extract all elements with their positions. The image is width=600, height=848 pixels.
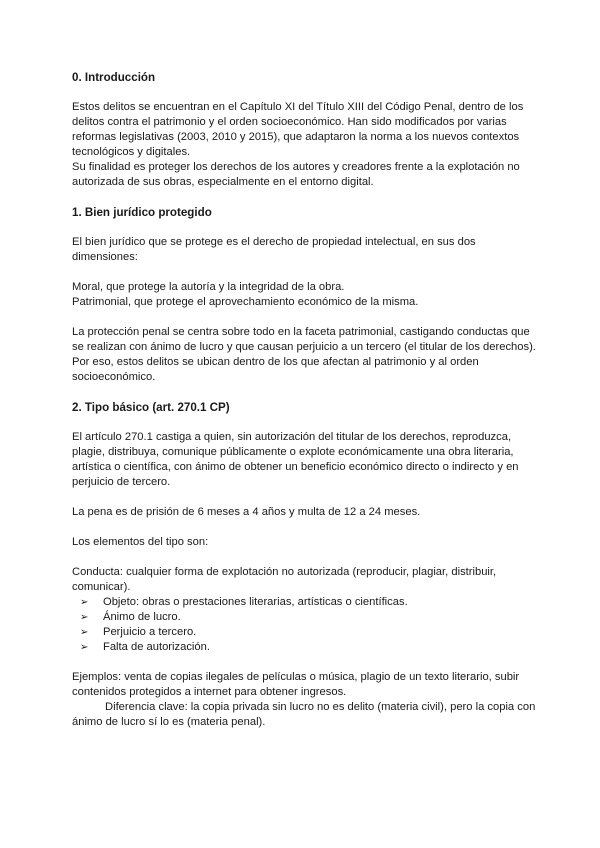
list-item [80,625,540,640]
list-item [80,640,540,655]
section2-conducta: Conducta: cualquier forma de explotación no autorizada (reproducir, plagiar, distribuir, comunicar). [72,566,497,593]
list-item-text: Perjuicio a tercero. [103,626,197,638]
section2-diferencia: Diferencia clave: la copia privada sin lucro no es delito (materia civil), pero la copia con ánimo de lucro sí lo es (materia penal). [72,701,536,728]
intro-heading: 0. Introducción [72,71,156,84]
section2-heading: 2. Tipo básico (art. 270.1 CP) [72,401,230,414]
section1-moral: Moral, que protege la autoría y la integridad de la obra. [72,281,345,293]
list-item [80,595,540,610]
section1-paragraph-1: El bien jurídico que se protege es el derecho de propiedad intelectual, en sus dos dimensiones: [72,236,476,263]
section2-ejemplos: Ejemplos: venta de copias ilegales de películas o música, plagio de un texto literario, subir contenidos protegidos a internet para obtener ingresos. [72,671,520,698]
intro-paragraph-2: Su finalidad es proteger los derechos de los autores y creadores frente a la explotación no autorizada de sus obras, especialmente en el entorno digital. [72,161,520,188]
section2-paragraph-1: El artículo 270.1 castiga a quien, sin autorización del titular de los derechos, reproduzca, plagie, distribuya, comunique públicamente o explote económicamente una obra literaria, artística o científica, con ánimo de obtener un beneficio económico directo o indirecto y en perjuicio de tercero. [72,431,519,488]
arrow-bullet-icon: ➢ [80,642,89,653]
list-item [80,610,540,625]
arrow-bullet-icon: ➢ [80,597,89,608]
section2-pena: La pena es de prisión de 6 meses a 4 años y multa de 12 a 24 meses. [72,506,421,518]
section2-elementos: Los elementos del tipo son: [72,536,209,548]
arrow-bullet-icon: ➢ [80,627,89,638]
arrow-bullet-icon: ➢ [80,612,89,623]
section1-paragraph-3: Por eso, estos delitos se ubican dentro de los que afectan al patrimonio y al orden socioeconómico. [72,356,479,383]
elements-list [72,595,540,655]
section1-paragraph-2: La protección penal se centra sobre todo en la faceta patrimonial, castigando conductas que se realizan con ánimo de lucro y que causan perjuicio a un tercero (el titular de los derechos). [72,326,536,353]
list-item-text: Objeto: obras o prestaciones literarias, artísticas o científicas. [103,596,408,608]
section1-heading: 1. Bien jurídico protegido [72,206,212,219]
list-item-text: Falta de autorización. [103,641,210,653]
intro-paragraph-1: Estos delitos se encuentran en el Capítulo XI del Título XIII del Código Penal, dentro de los delitos contra el patrimonio y el orden socioeconómico. Han sido modificados por varias reformas legislativas (2003, 2010 y 2015), que adaptaron la norma a los nuevos contextos tecnológicos y digitales. [72,101,524,158]
list-item-text: Ánimo de lucro. [103,611,181,623]
section1-patrimonial: Patrimonial, que protege el aprovechamiento económico de la misma. [72,296,419,308]
